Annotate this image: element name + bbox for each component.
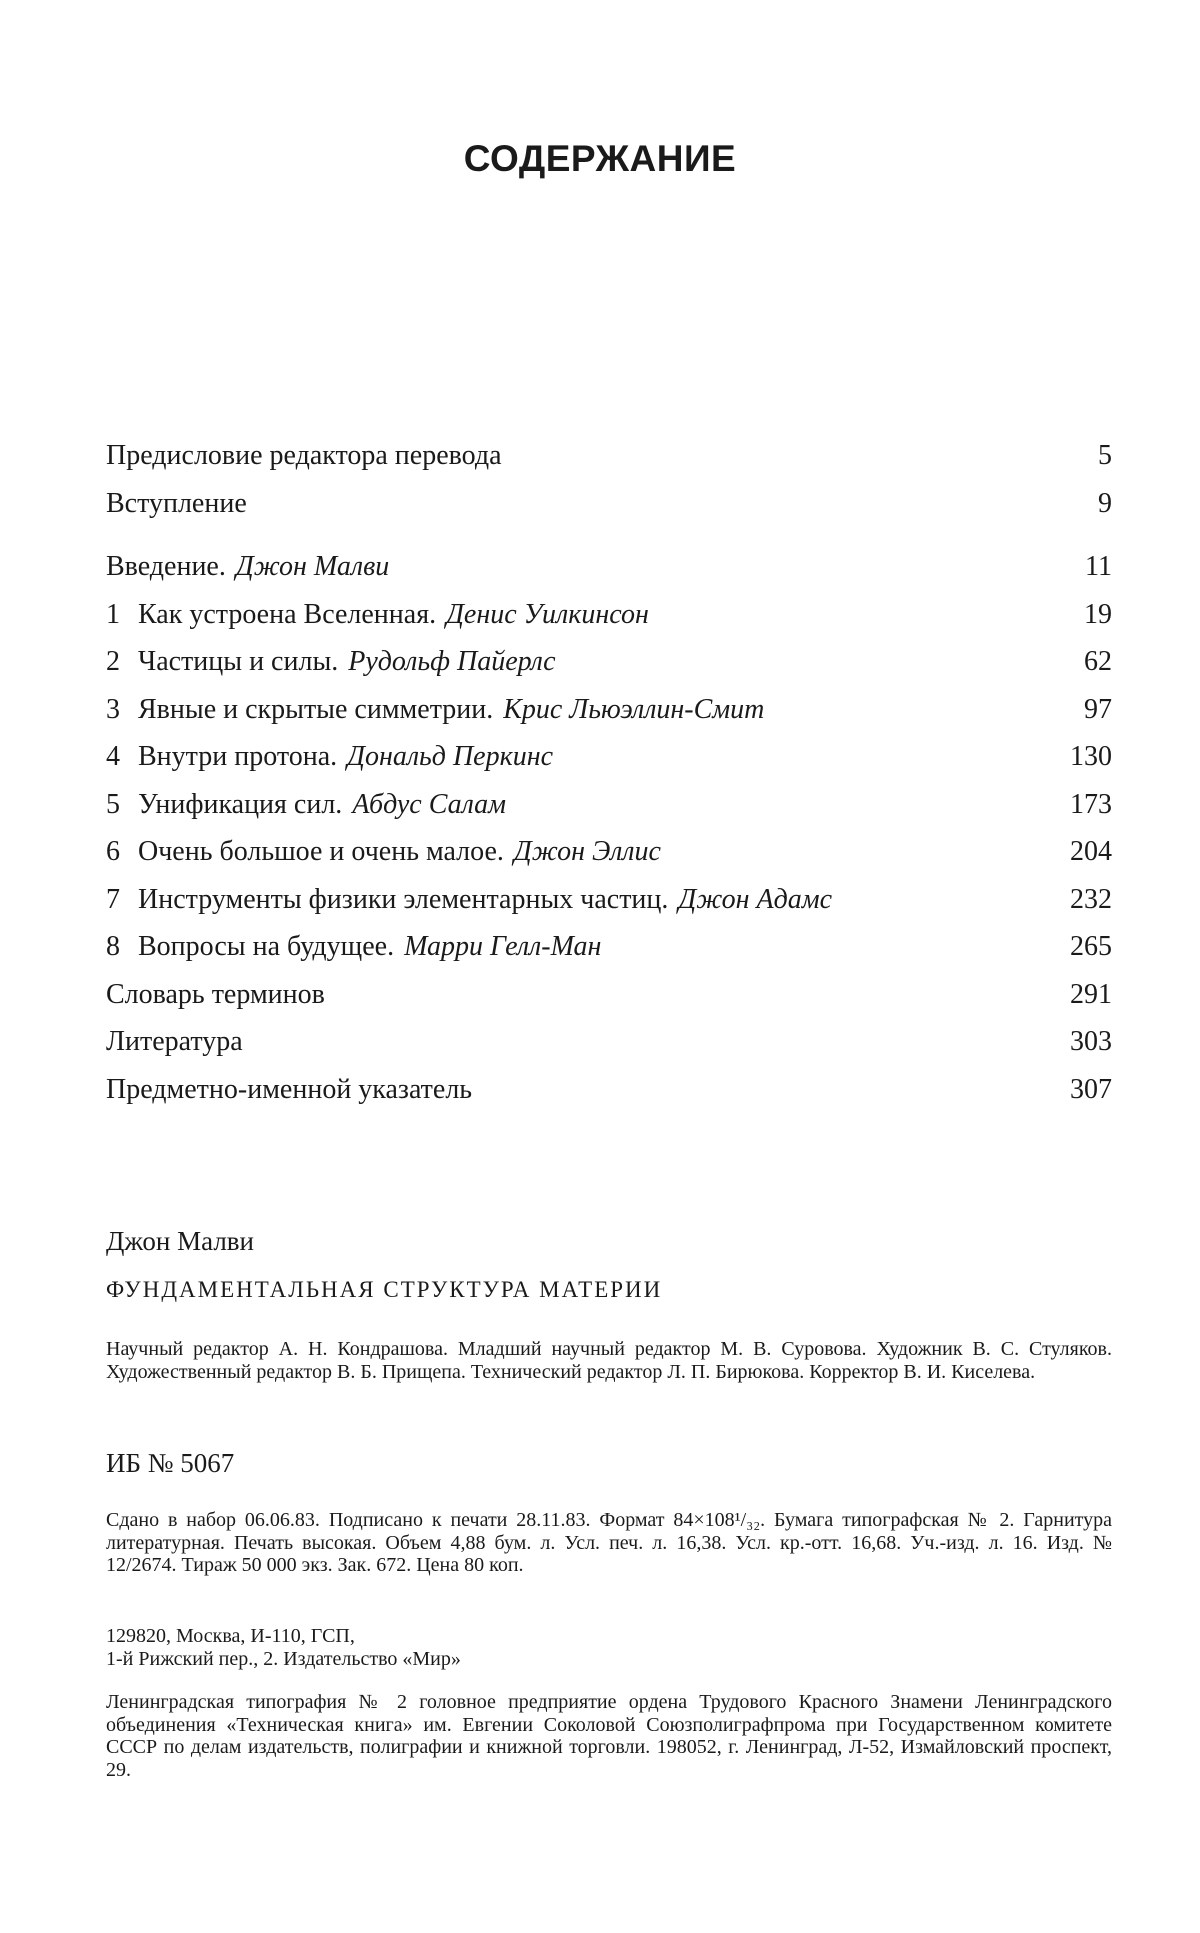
toc-chapter-author: Рудольф Пайерлс (348, 646, 556, 677)
toc-chapter-title: Частицы и силы. (138, 646, 339, 677)
toc-chapter-author: Джон Малви (235, 551, 390, 582)
imprint-address-line: 1-й Рижский пер., 2. Издательство «Мир» (106, 1647, 461, 1670)
toc-entry-title (106, 686, 764, 734)
toc-page-number: 9 (1098, 487, 1112, 519)
toc-entry-title (106, 1066, 472, 1114)
toc-chapter-number: 8 (106, 931, 120, 962)
toc-entry (106, 1018, 1112, 1066)
toc-entry-title (106, 1018, 243, 1066)
toc-chapter-title: Введение. (106, 551, 226, 582)
toc-entry (106, 432, 1112, 480)
toc-page-number: 173 (1070, 788, 1112, 820)
toc-chapter-title: Явные и скрытые симметрии. (138, 693, 494, 725)
toc-entry (106, 1066, 1112, 1114)
toc-entry (106, 733, 1112, 781)
toc-entry (106, 923, 1112, 971)
toc-entry-title (106, 543, 389, 591)
toc-entry-title (106, 828, 661, 876)
table-of-contents (106, 432, 1112, 1113)
toc-chapter-number: 2 (106, 646, 120, 677)
toc-chapter-title: Словарь терминов (106, 978, 325, 1010)
toc-chapter-number: 4 (106, 741, 120, 772)
toc-chapter-number: 3 (106, 693, 120, 725)
toc-entry (106, 543, 1112, 591)
toc-chapter-title: Унификация сил. (138, 788, 343, 820)
toc-chapter-author: Джон Эллис (513, 836, 661, 867)
toc-page-number: 11 (1085, 551, 1112, 582)
toc-entry (106, 591, 1112, 639)
toc-page-number: 5 (1098, 440, 1112, 471)
imprint-ib-number: ИБ № 5067 (106, 1448, 235, 1478)
toc-entry-title (106, 638, 556, 686)
toc-entry (106, 971, 1112, 1019)
toc-entry-title (106, 781, 506, 829)
toc-entry (106, 876, 1112, 924)
toc-entry-title (106, 971, 325, 1019)
toc-chapter-author: Марри Гелл-Ман (404, 931, 602, 962)
toc-chapter-author: Дональд Перкинс (347, 741, 554, 772)
toc-chapter-title: Вопросы на будущее. (138, 931, 395, 962)
toc-chapter-title: Предметно-именной указатель (106, 1073, 473, 1105)
toc-page-number: 265 (1070, 931, 1112, 962)
toc-chapter-author: Джон Адамс (678, 883, 833, 915)
page-title: СОДЕРЖАНИЕ (463, 138, 737, 179)
toc-chapter-title: Вступление (106, 487, 247, 519)
toc-chapter-title: Предисловие редактора перевода (106, 440, 502, 471)
toc-entry (106, 828, 1112, 876)
toc-page-number: 130 (1070, 741, 1112, 772)
imprint-author: Джон Малви (106, 1226, 254, 1256)
toc-chapter-title: Внутри протона. (138, 741, 338, 772)
imprint-address (106, 1625, 1112, 1670)
toc-entry (106, 686, 1112, 734)
toc-chapter-author: Абдус Салам (352, 788, 507, 820)
toc-page-number: 97 (1084, 693, 1112, 725)
toc-chapter-author: Крис Льюэллин-Смит (503, 693, 765, 725)
imprint-address-line: 129820, Москва, И-110, ГСП, (106, 1625, 355, 1647)
imprint-typography: Ленинградская типография № 2 головное предприятие ордена Трудового Красного Знамени Ленинградского объединения «Техническая книга» им. Евгении Соколовой Союзполиграфпрома при Государственном комитете СССР по делам издательств, полиграфии и книжной торговли. 198052, г. Ленинград, Л-52, Измайловский проспект, 29. (106, 1691, 1112, 1781)
toc-chapter-number: 1 (106, 598, 120, 630)
toc-entry (106, 781, 1112, 829)
toc-chapter-number: 7 (106, 883, 120, 915)
toc-entry-title (106, 876, 832, 924)
toc-chapter-author: Денис Уилкинсон (446, 598, 649, 630)
toc-chapter-title: Литература (106, 1026, 243, 1057)
toc-entry (106, 638, 1112, 686)
toc-chapter-title: Очень большое и очень малое. (138, 836, 504, 867)
toc-page-number: 204 (1070, 836, 1112, 867)
toc-entry-title (106, 923, 601, 971)
toc-page-number: 62 (1084, 646, 1112, 677)
toc-chapter-number: 6 (106, 836, 120, 867)
toc-page-number: 307 (1070, 1073, 1112, 1105)
toc-page-number: 291 (1070, 978, 1112, 1010)
toc-page-number: 19 (1084, 598, 1112, 630)
toc-chapter-title: Инструменты физики элементарных частиц. (138, 883, 669, 915)
toc-entry-title (106, 733, 553, 781)
toc-entry-title (106, 480, 247, 528)
toc-page-number: 232 (1070, 883, 1112, 915)
toc-entry-title (106, 591, 649, 639)
toc-chapter-number: 5 (106, 788, 120, 820)
toc-entry-title (106, 432, 502, 480)
toc-chapter-title: Как устроена Вселенная. (138, 598, 437, 630)
imprint-book-title: ФУНДАМЕНТАЛЬНАЯ СТРУКТУРА МАТЕРИИ (106, 1277, 663, 1302)
imprint-staff: Научный редактор А. Н. Кондрашова. Младший научный редактор М. В. Суровова. Художник В. С. Стуляков. Художественный редактор В. Б. Прищепа. Технический редактор Л. П. Бирюкова. Корректор В. И. Киселева. (106, 1338, 1112, 1383)
toc-page-number: 303 (1070, 1026, 1112, 1057)
toc-entry (106, 480, 1112, 528)
imprint-print-info: Сдано в набор 06.06.83. Подписано к печати 28.11.83. Формат 84×108¹/₃₂. Бумага типографская № 2. Гарнитура литературная. Печать высокая. Объем 4,88 бум. л. Усл. печ. л. 16,38. Усл. кр.-отт. 16,68. Уч.-изд. л. 16. Изд. № 12/2674. Тираж 50 000 экз. Зак. 672. Цена 80 коп. (106, 1509, 1112, 1576)
